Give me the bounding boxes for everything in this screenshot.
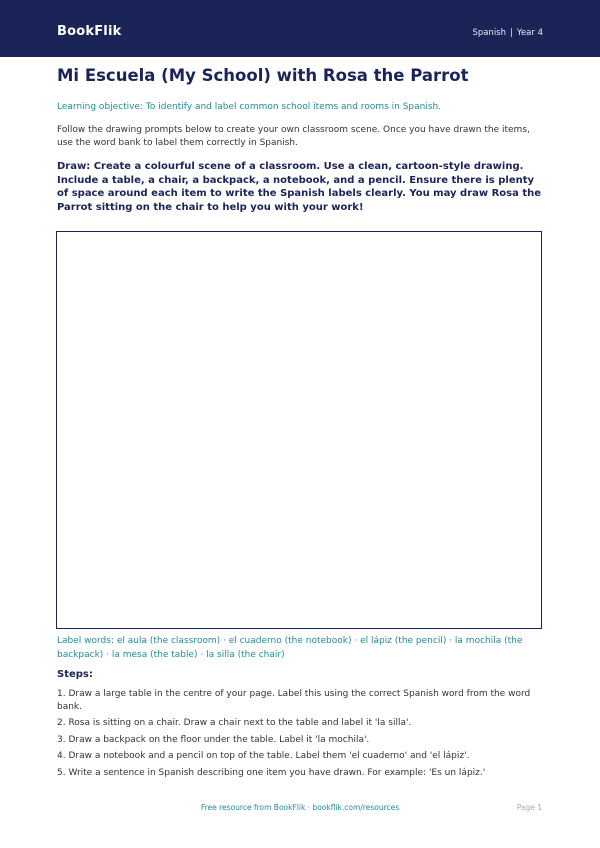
word-bank: Label words: el aula (the classroom) · el cuaderno (the notebook) · el lápiz (the pencil) · la mochila (the backpack) · la mesa (the table) · la silla (the chair) <box>57 636 523 660</box>
meta-separator: | <box>510 28 513 38</box>
step-item: 3. Draw a backpack on the floor under the table. Label it 'la mochila'. <box>57 734 370 745</box>
step-item: 4. Draw a notebook and a pencil on top of the table. Label them 'el cuaderno' and 'el lápiz'. <box>57 751 470 761</box>
page-title: Mi Escuela (My School) with Rosa the Parrot <box>57 66 469 85</box>
steps-heading: Steps: <box>57 669 93 680</box>
step-item: 1. Draw a large table in the centre of your page. Label this using the correct Spanish word from the word bank. <box>57 689 531 712</box>
drawing-area[interactable] <box>56 231 542 629</box>
footer-credit: Free resource from BookFlik · bookflik.com/resources <box>200 803 400 812</box>
step-item: 2. Rosa is sitting on a chair. Draw a chair next to the table and label it 'la silla'. <box>57 718 412 728</box>
header-bar <box>0 0 600 57</box>
step-item: 5. Write a sentence in Spanish describing one item you have drawn. For example: 'Es un lápiz.' <box>57 767 486 778</box>
subject-label: Spanish <box>472 28 507 38</box>
draw-prompt: Draw: Create a colourful scene of a classroom. Use a clean, cartoon-style drawing. Include a table, a chair, a backpack, a notebook, and a pencil. Ensure there is plenty of space around each item to write the Spanish labels clearly. You may draw Rosa the Parrot sitting on the chair to help you with your work! <box>57 161 542 213</box>
page-number: Page 1 <box>516 803 542 812</box>
steps-list <box>57 688 547 783</box>
learning-objective: Learning objective: To identify and label common school items and rooms in Spanish. <box>57 102 442 112</box>
intro-text: Follow the drawing prompts below to create your own classroom scene. Once you have drawn the items, use the word bank to label them correctly in Spanish. <box>57 125 530 148</box>
year-label: Year 4 <box>516 28 543 38</box>
header-meta <box>472 28 543 38</box>
brand-logo-text: BookFlik <box>57 24 122 39</box>
